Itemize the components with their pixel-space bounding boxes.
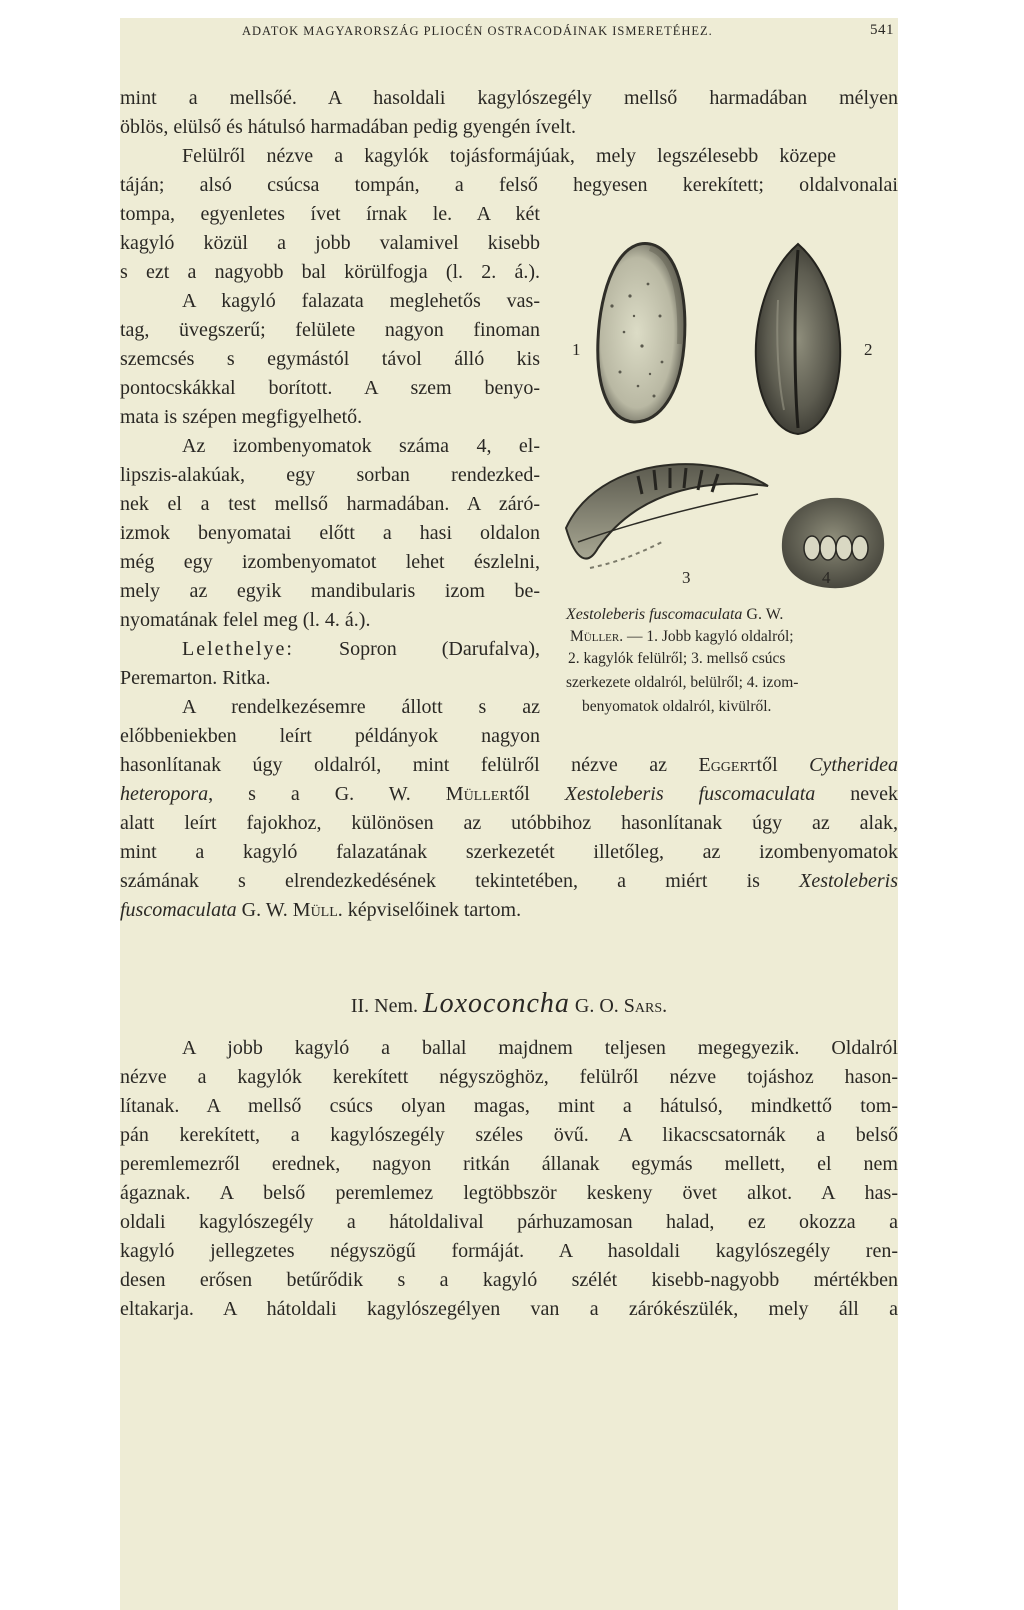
para7-line7: oldali kagylószegély a hátoldalival párhuzamosan halad, ez okozza a [120, 1211, 898, 1233]
caption-line5: benyomatok oldalról, kivülről. [582, 698, 772, 715]
para2-line4: kagyló közül a jobb valamivel kisebb [120, 232, 540, 254]
caption-authority: G. W. [742, 606, 784, 623]
para6-line7-text: számának s elrendezkedésének tekintetében, a miért is [120, 870, 800, 892]
para6-line7 [120, 867, 898, 895]
para1-line2: öblös, elülső és hátulsó harmadában pedig gyengén ívelt. [120, 116, 577, 138]
para4-line7: nyomatának felel meg (l. 4. á.). [120, 609, 371, 631]
para7-line10: eltakarja. A hátoldali kagylószegélyen van a zárókészülék, mely áll a [120, 1298, 898, 1320]
para3-line4: pontocskákkal borított. A szem benyo- [120, 377, 540, 399]
author-mull: Müll. [292, 899, 343, 921]
figure-label-2: 2 [864, 340, 873, 359]
section-prefix: II. Nem. [350, 995, 424, 1017]
section-authority: G. O. [569, 995, 624, 1017]
locality-label: Lelethelye: [182, 638, 294, 660]
para3-line1: A kagyló falazata meglehetős vas- [182, 290, 540, 312]
para6-line4-end: nevek [815, 783, 898, 805]
figure-label-3: 3 [682, 568, 691, 587]
para6-line8-end: képviselőinek tartom. [342, 899, 522, 921]
locality-place: Sopron (Darufalva), [293, 638, 540, 660]
para7-line1: A jobb kagyló a ballal majdnem teljesen megegyezik. Oldalról [182, 1037, 898, 1059]
para6-line8-text: G. W. [236, 899, 293, 921]
figure-4-muscle-scars [774, 492, 890, 592]
para2-line5: s ezt a nagyobb bal körülfogja (l. 2. á.). [120, 261, 540, 283]
caption-line2-text: — 1. Jobb kagyló oldalról; [623, 628, 794, 645]
caption-line3: 2. kagylók felülről; 3. mellső csúcs [568, 650, 786, 667]
running-title: ADATOK MAGYARORSZÁG PLIOCÉN OSTRACODÁINAK ISMERETÉHEZ. [242, 24, 713, 38]
para3-line3: szemcsés s egymástól távol álló kis [120, 348, 540, 370]
para2-line1: Felülről nézve a kagylók tojásformájúak, mely legszélesebb közepe [182, 145, 836, 167]
para6-line5: alatt leírt fajokhoz, különösen az utóbbihoz hasonlítanak úgy az alak, [120, 812, 898, 834]
author-eggert: Eggert [698, 754, 757, 776]
para7-line8: kagyló jellegzetes négyszögű formáját. A hasoldali kagylószegély ren- [120, 1240, 898, 1262]
section-heading [120, 988, 898, 1020]
taxon-xestoleberis-fuscomaculata: Xestoleberis fuscomaculata [564, 783, 816, 805]
para7-line2: nézve a kagylók kerekített négyszöghöz, felülről nézve tojáshoz hason- [120, 1066, 898, 1088]
section-author: Sars. [623, 995, 668, 1017]
locality-line2: Peremarton. Ritka. [120, 667, 271, 689]
para7-line5: peremlemezről erednek, nagyon ritkán állanak egymás mellett, el nem [120, 1153, 898, 1175]
author-muller: Müller [445, 783, 509, 805]
para6-line1: A rendelkezésemre állott s az [182, 696, 540, 718]
para4-line3: nek el a test mellső harmadában. A záró- [120, 493, 540, 515]
running-header [120, 22, 898, 46]
para2-line3: tompa, egyenletes ívet írnak le. A két [120, 203, 540, 225]
para7-line4: pán kerekített, a kagylószegély széles övű. A likacscsatornák a belső [120, 1124, 898, 1146]
para2-line2: táján; alsó csúcsa tompán, a felső hegyesen kerekített; oldalvonalai [120, 174, 898, 196]
caption-line4: szerkezete oldalról, belülről; 4. izom- [566, 674, 799, 691]
section-genus: Loxoconcha [423, 988, 570, 1019]
locality-line1 [120, 635, 540, 663]
para7-line6: ágaznak. A belső peremlemez legtöbbször keskeny övet alkot. A has- [120, 1182, 898, 1204]
para6-line3-text: hasonlítanak úgy oldalról, mint felülről nézve az [120, 754, 699, 776]
para4-line6: mely az egyik mandibularis izom be- [120, 580, 540, 602]
taxon-fuscomaculata: fuscomaculata [120, 899, 237, 921]
taxon-xestoleberis: Xestoleberis [799, 870, 898, 892]
taxon-cytheridea: Cytheridea [809, 754, 898, 776]
para7-line9: desen erősen betűrődik s a kagyló szélét kisebb-nagyobb mértékben [120, 1269, 898, 1291]
caption-taxon: Xestoleberis fuscomaculata [566, 606, 743, 623]
para6-line2: előbbeniekben leírt példányok nagyon [120, 725, 540, 747]
para7-line3: lítanak. A mellső csúcs olyan magas, mint a hátulsó, mindkettő tom- [120, 1095, 898, 1117]
para6-line8 [120, 896, 898, 924]
para6-line4-text: , s a G. W. [208, 783, 446, 805]
para1-line1: mint a mellsőé. A hasoldali kagylószegély mellső harmadában mélyen [120, 87, 898, 109]
figure-2-carapace-dorsal [748, 240, 848, 440]
taxon-heteropora: heteropora [120, 783, 209, 805]
para4-line2: lipszis-alakúak, egy sorban rendezked- [120, 464, 540, 486]
para6-line3 [120, 751, 898, 779]
para6-line3-suffix: től [756, 754, 810, 776]
para3-line2: tag, üvegszerű; felülete nagyon finoman [120, 319, 540, 341]
page-number: 541 [870, 22, 894, 38]
para4-line4: izmok benyomatai előtt a hasi oldalon [120, 522, 540, 544]
page [120, 18, 898, 1610]
para4-line1: Az izombenyomatok száma 4, el- [182, 435, 540, 457]
caption-line2 [570, 626, 794, 648]
para6-line4-suffix: től [508, 783, 565, 805]
figure-label-4: 4 [822, 568, 831, 587]
figure-3-anterior-tip [558, 438, 778, 588]
figure-1-right-valve-lateral [590, 236, 690, 426]
caption-author: Müller. [570, 628, 624, 645]
para6-line6: mint a kagyló falazatának szerkezetét illetőleg, az izombenyomatok [120, 841, 898, 863]
para3-line5: mata is szépen megfigyelhető. [120, 406, 363, 428]
para4-line5: még egy izombenyomatot lehet észlelni, [120, 551, 540, 573]
para6-line4 [120, 780, 898, 808]
caption-line1 [566, 604, 783, 626]
figure-label-1: 1 [572, 340, 581, 359]
